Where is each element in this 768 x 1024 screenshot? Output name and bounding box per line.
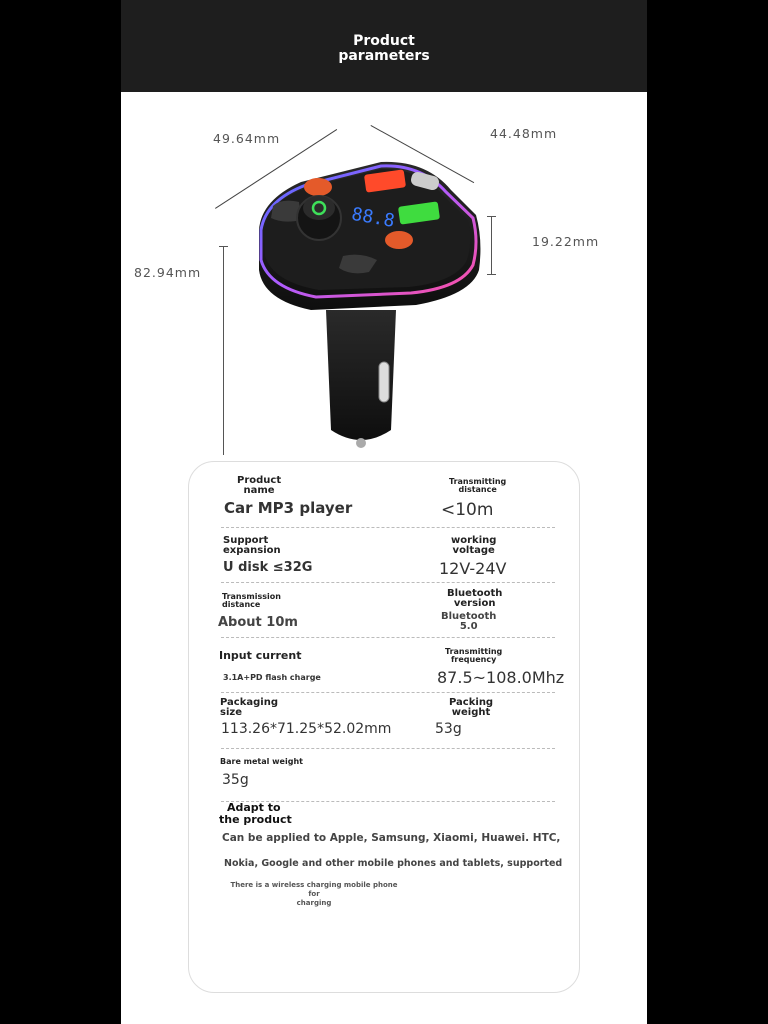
label-text: Product (237, 475, 282, 486)
input-current-value: 3.1A+PD flash charge (223, 673, 321, 682)
title-line-1: Product (353, 33, 415, 49)
page-title (121, 34, 647, 64)
car-mp3-player-image (251, 160, 491, 452)
wireless-note (229, 881, 399, 908)
dimension-line-total (223, 246, 224, 455)
label-text: Adapt to (227, 801, 281, 814)
label-text: Transmitting (445, 647, 503, 656)
title-line-2: parameters (338, 48, 430, 64)
product-name-value: Car MP3 player (224, 499, 353, 517)
label-text: Packing (449, 697, 494, 708)
label-text: Transmitting (449, 477, 507, 486)
label-text: size (220, 707, 242, 718)
label-text: working (451, 535, 497, 546)
product-page (121, 0, 647, 1024)
adapt-line-2: Nokia, Google and other mobile phones and tablets, supported (224, 858, 563, 869)
divider (221, 637, 555, 638)
label-text: Transmission (222, 592, 281, 601)
input-current-label: Input current (219, 649, 302, 662)
header-banner (121, 0, 647, 92)
dimension-head-height: 19.22mm (532, 234, 600, 249)
note-text: charging (296, 899, 332, 907)
label-text: version (453, 598, 496, 609)
packing-weight-label (449, 698, 493, 718)
label-text: voltage (452, 545, 495, 556)
transmitting-frequency-value: 87.5~108.0Mhz (437, 668, 565, 687)
label-text: expansion (223, 545, 281, 556)
transmission-distance-label (222, 593, 281, 609)
value-text: Bluetooth (441, 611, 497, 622)
bluetooth-version-value (441, 612, 496, 632)
bluetooth-version-label (447, 589, 502, 609)
note-text: There is a wireless charging mobile phone for (230, 881, 398, 898)
support-expansion-label (223, 536, 281, 556)
divider (221, 748, 555, 749)
label-text: weight (451, 707, 491, 718)
label-text: distance (458, 485, 497, 494)
label-text: distance (222, 600, 261, 609)
dimension-line-head (491, 216, 492, 274)
label-text: Bluetooth (447, 588, 503, 599)
parameters-card (188, 461, 580, 993)
transmission-distance-value: About 10m (218, 615, 298, 630)
tick (219, 246, 228, 247)
working-voltage-value: 12V-24V (439, 559, 507, 578)
value-text: 5.0 (459, 621, 478, 632)
dimension-width: 49.64mm (213, 131, 281, 146)
label-text: the product (219, 813, 292, 826)
divider (221, 582, 555, 583)
product-name-label (237, 476, 281, 496)
label-text: frequency (450, 655, 497, 664)
label-text: Support (223, 535, 269, 546)
transmitting-frequency-label (445, 648, 502, 664)
packaging-size-value: 113.26*71.25*52.02mm (221, 721, 392, 737)
bare-metal-weight-value: 35g (222, 772, 249, 788)
label-text: name (243, 485, 275, 496)
adapt-label (219, 802, 292, 826)
transmitting-distance-label (449, 478, 506, 494)
display-digits: 88.8 (349, 203, 397, 232)
dimension-total-height: 82.94mm (134, 265, 202, 280)
adapt-line-1: Can be applied to Apple, Samsung, Xiaomi, Huawei. HTC, (222, 832, 561, 844)
working-voltage-label (451, 536, 496, 556)
packing-weight-value: 53g (435, 721, 462, 737)
label-text: Packaging (220, 697, 278, 708)
bare-metal-weight-label: Bare metal weight (220, 757, 303, 766)
transmitting-distance-value: <10m (441, 500, 494, 520)
dimension-depth: 44.48mm (490, 126, 558, 141)
divider (221, 692, 555, 693)
packaging-size-label (220, 698, 278, 718)
divider (221, 527, 555, 528)
support-expansion-value: U disk ≤32G (223, 560, 313, 575)
